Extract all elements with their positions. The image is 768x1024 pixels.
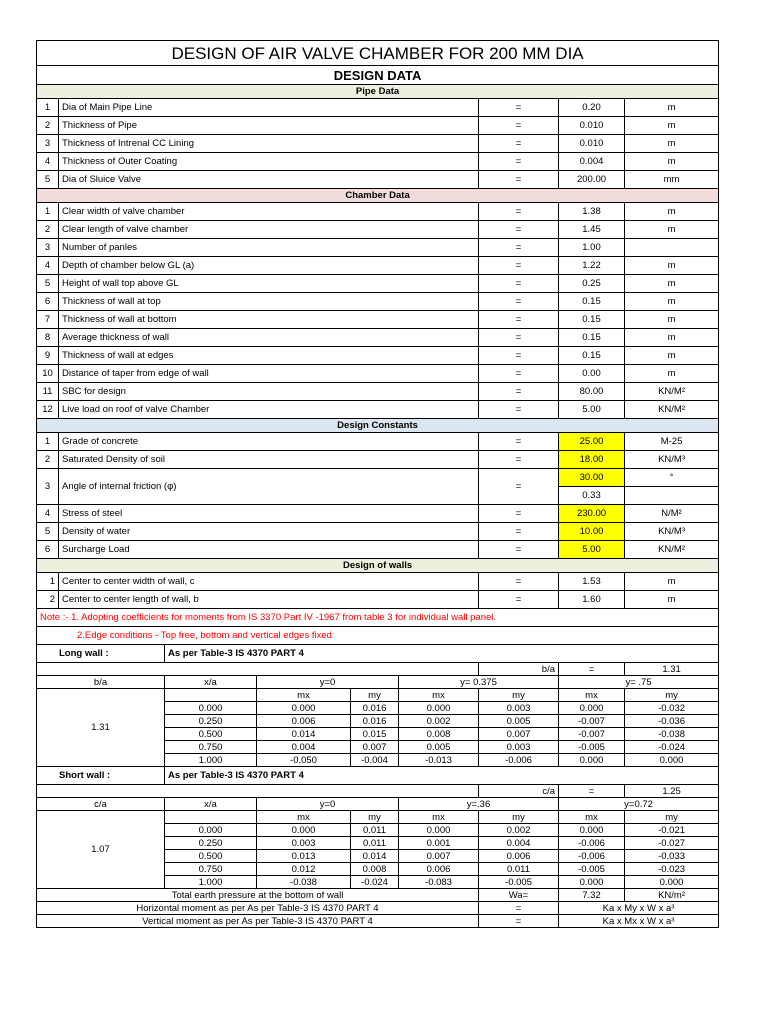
row-value: 0.15 [559,293,625,311]
spreadsheet [36,40,718,928]
row-number: 3 [37,135,59,153]
col-mx: mx [257,689,351,702]
row-unit [625,239,719,257]
design-constants-heading [37,419,719,433]
coef-cell: -0.050 [257,754,351,767]
pipe-row [37,171,719,189]
equals-sign: = [479,573,559,591]
equals-sign: = [479,153,559,171]
short-wall-ratio-row [37,785,719,798]
row-value: 0.00 [559,365,625,383]
equals-sign: = [479,505,559,523]
row-label: Grade of concrete [59,433,479,451]
row-value: 1.00 [559,239,625,257]
row-unit: m [625,203,719,221]
col-y1: y=.36 [399,798,559,811]
equals-sign: = [479,329,559,347]
design-of-walls-heading [37,559,719,573]
row-number: 5 [37,523,59,541]
horizontal-moment-formula: Ka x My x W x a³ [559,902,719,915]
coef-cell: 0.011 [351,837,399,850]
col-my: my [351,689,399,702]
row-unit: KN/M³ [625,523,719,541]
col-my: my [351,811,399,824]
coef-cell: 0.007 [479,728,559,741]
note-row [37,609,719,627]
row-value: 80.00 [559,383,625,401]
col-mx: mx [257,811,351,824]
coef-cell: -0.038 [625,728,719,741]
row-number: 2 [37,591,59,609]
coef-cell: 0.500 [165,850,257,863]
row-label: Live load on roof of valve Chamber [59,401,479,419]
equals-sign: = [479,433,559,451]
ratio-label: c/a [479,785,559,798]
long-wall-reference: As per Table-3 IS 4370 PART 4 [165,645,719,663]
row-number: 9 [37,347,59,365]
coef-cell: 0.001 [399,837,479,850]
coef-cell: -0.024 [351,876,399,889]
coef-cell: -0.004 [351,754,399,767]
row-label: Thickness of wall at edges [59,347,479,365]
coef-cell: 0.000 [559,702,625,715]
coef-cell: 0.750 [165,741,257,754]
coef-cell: -0.007 [559,715,625,728]
pipe-row [37,135,719,153]
col-xa: x/a [165,798,257,811]
col-mx: mx [559,811,625,824]
equals-sign: = [479,117,559,135]
ratio-value: 1.25 [625,785,719,798]
coef-cell: 0.000 [399,824,479,837]
horizontal-moment-equals: = [479,902,559,915]
col-my: my [479,689,559,702]
coef-cell: 0.002 [399,715,479,728]
long-wall-ratio-row [37,663,719,676]
empty-cell [625,487,719,505]
equals-sign: = [479,221,559,239]
pipe-row [37,117,719,135]
row-label: Stress of steel [59,505,479,523]
row-unit: m [625,311,719,329]
pipe-row [37,99,719,117]
row-unit: m [625,329,719,347]
coef-cell: 0.750 [165,863,257,876]
row-unit: m [625,365,719,383]
coef-cell: 0.250 [165,837,257,850]
coef-cell: 0.250 [165,715,257,728]
design-of-walls-heading-label: Design of walls [37,559,719,573]
coef-cell: 0.000 [559,824,625,837]
row-value: 0.15 [559,329,625,347]
row-label: Dia of Main Pipe Line [59,99,479,117]
row-value: 0.15 [559,347,625,365]
row-value: 0.20 [559,99,625,117]
coef-cell: -0.038 [257,876,351,889]
row-unit: m [625,117,719,135]
coef-cell: 0.013 [257,850,351,863]
coef-cell: 0.016 [351,715,399,728]
coef-cell: 0.004 [479,837,559,850]
col-y1: y= 0.375 [399,676,559,689]
col-my: my [625,689,719,702]
row-value: 1.60 [559,591,625,609]
col-y0: y=0 [257,676,399,689]
earth-pressure-unit: KN/m² [625,889,719,902]
row-value: 0.25 [559,275,625,293]
coef-cell: 0.000 [559,754,625,767]
chamber-row [37,239,719,257]
row-value: 1.53 [559,573,625,591]
coef-cell: 0.003 [479,702,559,715]
row-unit: m [625,99,719,117]
row-unit: ° [625,469,719,487]
row-label: Dia of Sluice Valve [59,171,479,189]
row-label: Angle of internal friction (φ) [59,469,479,505]
col-ratio: c/a [37,798,165,811]
design-table [36,40,719,928]
row-label: Clear width of valve chamber [59,203,479,221]
row-unit: mm [625,171,719,189]
row-value-ka: 0.33 [559,487,625,505]
constants-row [37,469,719,487]
coef-cell: 1.000 [165,754,257,767]
equals-sign: = [479,401,559,419]
equals-sign: = [479,311,559,329]
row-value: 5.00 [559,401,625,419]
coef-cell: -0.006 [559,837,625,850]
vertical-moment-equals: = [479,915,559,928]
row-label: Thickness of Pipe [59,117,479,135]
equals-sign: = [479,203,559,221]
row-label: Thickness of Intrenal CC Lining [59,135,479,153]
row-unit: KN/M² [625,401,719,419]
horizontal-moment-row [37,902,719,915]
coef-cell: -0.083 [399,876,479,889]
row-label: Density of water [59,523,479,541]
long-wall-mx-my-header [37,689,719,702]
row-value: 0.004 [559,153,625,171]
page-title: DESIGN OF AIR VALVE CHAMBER FOR 200 MM DIA [37,41,719,66]
ratio-label: b/a [479,663,559,676]
row-number: 4 [37,505,59,523]
coef-cell: 0.014 [257,728,351,741]
row-label: Average thickness of wall [59,329,479,347]
row-value: 18.00 [559,451,625,469]
col-ratio: b/a [37,676,165,689]
row-label: Saturated Density of soil [59,451,479,469]
equals-sign: = [479,275,559,293]
coef-cell: -0.005 [559,863,625,876]
row-unit: m [625,135,719,153]
coef-cell: 0.000 [559,876,625,889]
row-value: 0.010 [559,117,625,135]
row-value: 1.45 [559,221,625,239]
row-label: Surcharge Load [59,541,479,559]
equals-sign: = [479,541,559,559]
row-number: 3 [37,239,59,257]
row-number: 4 [37,153,59,171]
coef-cell: 0.006 [257,715,351,728]
coef-cell: 0.000 [625,876,719,889]
short-wall-reference: As per Table-3 IS 4370 PART 4 [165,767,719,785]
pipe-row [37,153,719,171]
coef-cell: -0.032 [625,702,719,715]
note-1: Note :- 1. Adopting coefficients for moments from IS 3370 Part IV -1967 from table 3 for individual wall panel. [37,609,719,627]
coef-cell: 0.005 [479,715,559,728]
constants-row [37,541,719,559]
row-number: 7 [37,311,59,329]
row-label: Depth of chamber below GL (a) [59,257,479,275]
walls-row [37,573,719,591]
row-unit: m [625,153,719,171]
row-unit: KN/M² [625,383,719,401]
coef-cell: 0.000 [257,824,351,837]
row-label: Center to center width of wall, c [59,573,479,591]
row-unit: KN/M³ [625,451,719,469]
row-value: 5.00 [559,541,625,559]
row-number: 1 [37,573,59,591]
row-label: SBC for design [59,383,479,401]
coef-cell: 0.005 [399,741,479,754]
coef-cell: -0.036 [625,715,719,728]
coef-cell: -0.023 [625,863,719,876]
equals-sign: = [479,239,559,257]
row-value: 1.38 [559,203,625,221]
coef-cell: -0.013 [399,754,479,767]
row-number: 12 [37,401,59,419]
chamber-row [37,203,719,221]
row-number: 10 [37,365,59,383]
coef-cell: 0.000 [165,824,257,837]
chamber-row [37,347,719,365]
coef-cell: -0.006 [479,754,559,767]
row-number: 6 [37,541,59,559]
short-wall-ratio-side-value: 1.07 [37,811,165,889]
row-value: 0.010 [559,135,625,153]
coef-cell: 0.007 [351,741,399,754]
row-label: Clear length of valve chamber [59,221,479,239]
row-unit: m [625,347,719,365]
coef-cell: -0.007 [559,728,625,741]
equals-sign: = [479,347,559,365]
row-unit: N/M² [625,505,719,523]
design-data-heading: DESIGN DATA [37,66,719,85]
equals-sign: = [479,365,559,383]
equals-sign: = [479,469,559,505]
col-y0: y=0 [257,798,399,811]
long-wall-header [37,645,719,663]
coef-cell: 0.000 [399,702,479,715]
coef-cell: -0.021 [625,824,719,837]
coef-cell: 0.003 [257,837,351,850]
row-number: 5 [37,171,59,189]
coef-cell: -0.006 [559,850,625,863]
coef-cell: -0.024 [625,741,719,754]
ratio-equals: = [559,785,625,798]
constants-row [37,523,719,541]
row-unit: KN/M² [625,541,719,559]
coef-cell: 0.007 [399,850,479,863]
row-unit: M-25 [625,433,719,451]
row-unit: m [625,573,719,591]
long-wall-ratio-side-value: 1.31 [37,689,165,767]
row-number: 2 [37,451,59,469]
constants-row [37,505,719,523]
note-row [37,627,719,645]
chamber-row [37,311,719,329]
blank [37,663,479,676]
equals-sign: = [479,293,559,311]
row-label: Height of wall top above GL [59,275,479,293]
coef-cell: 0.000 [165,702,257,715]
equals-sign: = [479,171,559,189]
short-wall-mx-my-header [37,811,719,824]
chamber-row [37,275,719,293]
row-label: Number of panles [59,239,479,257]
coef-cell: 0.002 [479,824,559,837]
chamber-row [37,293,719,311]
equals-sign: = [479,591,559,609]
coef-cell: 0.012 [257,863,351,876]
equals-sign: = [479,383,559,401]
coef-cell: 0.016 [351,702,399,715]
blank [165,689,257,702]
row-number: 1 [37,203,59,221]
chamber-data-heading-label: Chamber Data [37,189,719,203]
vertical-moment-row [37,915,719,928]
horizontal-moment-label: Horizontal moment as per As per Table-3 IS 4370 PART 4 [37,902,479,915]
row-label: Thickness of wall at bottom [59,311,479,329]
equals-sign: = [479,99,559,117]
col-y2: y= .75 [559,676,719,689]
row-label: Distance of taper from edge of wall [59,365,479,383]
row-value: 10.00 [559,523,625,541]
row-unit: m [625,221,719,239]
constants-row [37,451,719,469]
coef-cell: 0.011 [479,863,559,876]
chamber-row [37,257,719,275]
short-wall-column-header [37,798,719,811]
chamber-row [37,383,719,401]
ratio-value: 1.31 [625,663,719,676]
note-2: 2.Edge conditions - Top free, bottom and vertical edges fixed [37,627,719,645]
row-value: 230.00 [559,505,625,523]
earth-pressure-label: Total earth pressure at the bottom of wall [37,889,479,902]
coef-cell: 1.000 [165,876,257,889]
chamber-row [37,365,719,383]
coef-cell: 0.006 [399,863,479,876]
equals-sign: = [479,135,559,153]
coef-cell: 0.015 [351,728,399,741]
coef-cell: -0.005 [559,741,625,754]
coef-cell: 0.003 [479,741,559,754]
col-my: my [479,811,559,824]
coef-cell: 0.011 [351,824,399,837]
row-number: 2 [37,221,59,239]
row-number: 3 [37,469,59,505]
coef-cell: 0.006 [479,850,559,863]
coef-cell: 0.000 [625,754,719,767]
col-my: my [625,811,719,824]
row-unit: m [625,275,719,293]
col-y2: y=0.72 [559,798,719,811]
earth-pressure-symbol: Wa= [479,889,559,902]
row-value: 30.00 [559,469,625,487]
chamber-row [37,221,719,239]
coef-cell: -0.027 [625,837,719,850]
col-mx: mx [399,689,479,702]
equals-sign: = [479,451,559,469]
row-value: 0.15 [559,311,625,329]
walls-row [37,591,719,609]
row-unit: m [625,257,719,275]
equals-sign: = [479,257,559,275]
row-unit: m [625,293,719,311]
coef-cell: 0.008 [351,863,399,876]
equals-sign: = [479,523,559,541]
blank [165,811,257,824]
row-value: 25.00 [559,433,625,451]
coef-cell: -0.005 [479,876,559,889]
col-mx: mx [559,689,625,702]
short-wall-label: Short wall : [37,767,165,785]
pipe-data-heading: Pipe Data [37,85,719,99]
row-number: 6 [37,293,59,311]
row-label: Thickness of wall at top [59,293,479,311]
chamber-row [37,401,719,419]
row-number: 5 [37,275,59,293]
long-wall-label: Long wall : [37,645,165,663]
row-number: 11 [37,383,59,401]
ratio-equals: = [559,663,625,676]
design-constants-heading-label: Design Constants [37,419,719,433]
short-wall-header [37,767,719,785]
row-label: Center to center length of wall, b [59,591,479,609]
row-value: 1.22 [559,257,625,275]
row-value: 200.00 [559,171,625,189]
row-number: 1 [37,99,59,117]
earth-pressure-row [37,889,719,902]
vertical-moment-label: Vertical moment as per As per Table-3 IS 4370 PART 4 [37,915,479,928]
row-number: 1 [37,433,59,451]
col-xa: x/a [165,676,257,689]
blank [37,785,479,798]
chamber-data-heading [37,189,719,203]
row-label: Thickness of Outer Coating [59,153,479,171]
long-wall-column-header [37,676,719,689]
col-mx: mx [399,811,479,824]
earth-pressure-value: 7.32 [559,889,625,902]
coef-cell: 0.000 [257,702,351,715]
coef-cell: 0.500 [165,728,257,741]
row-unit: m [625,591,719,609]
row-number: 8 [37,329,59,347]
coef-cell: 0.014 [351,850,399,863]
coef-cell: 0.004 [257,741,351,754]
coef-cell: 0.008 [399,728,479,741]
chamber-row [37,329,719,347]
row-number: 2 [37,117,59,135]
row-number: 4 [37,257,59,275]
vertical-moment-formula: Ka x Mx x W x a³ [559,915,719,928]
coef-cell: -0.033 [625,850,719,863]
constants-row [37,433,719,451]
